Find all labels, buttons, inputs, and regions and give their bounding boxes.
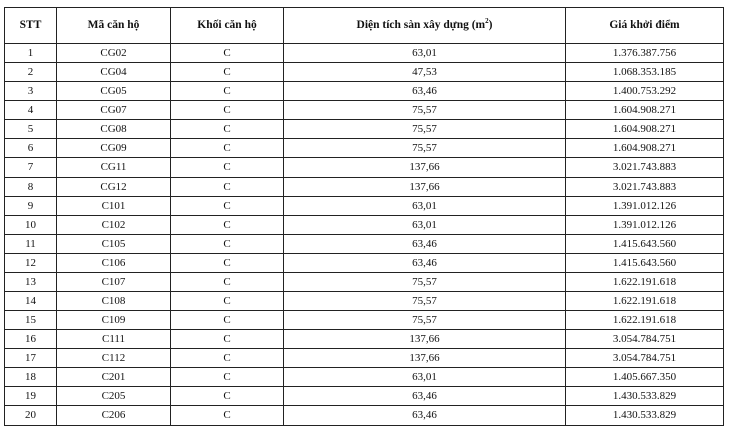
table-row: [5, 82, 724, 101]
cell-apartment-block: C: [171, 158, 284, 178]
cell-apartment-code: C107: [57, 273, 171, 292]
cell-starting-price: 1.391.012.126: [566, 216, 724, 235]
cell-floor-area: 63,46: [284, 254, 566, 273]
cell-apartment-code: C105: [57, 235, 171, 254]
cell-starting-price: 3.021.743.883: [566, 158, 724, 178]
cell-starting-price: 1.604.908.271: [566, 120, 724, 139]
cell-stt: 16: [5, 330, 57, 349]
table-row: [5, 254, 724, 273]
cell-floor-area: 63,46: [284, 235, 566, 254]
table-header: [5, 8, 724, 44]
cell-floor-area: 63,01: [284, 197, 566, 216]
header-starting-price: Giá khởi điểm: [566, 8, 724, 44]
apartment-price-table-container: [4, 7, 723, 426]
table-row: [5, 311, 724, 330]
cell-starting-price: 1.604.908.271: [566, 139, 724, 158]
cell-starting-price: 1.068.353.185: [566, 63, 724, 82]
cell-floor-area: 137,66: [284, 349, 566, 368]
cell-floor-area: 75,57: [284, 292, 566, 311]
cell-stt: 10: [5, 216, 57, 235]
cell-apartment-code: C112: [57, 349, 171, 368]
cell-starting-price: 1.622.191.618: [566, 292, 724, 311]
cell-floor-area: 137,66: [284, 158, 566, 178]
header-apartment-block: Khối căn hộ: [171, 8, 284, 44]
cell-floor-area: 75,57: [284, 101, 566, 120]
cell-floor-area: 75,57: [284, 139, 566, 158]
cell-apartment-block: C: [171, 44, 284, 63]
cell-apartment-code: C108: [57, 292, 171, 311]
cell-floor-area: 63,01: [284, 44, 566, 63]
cell-apartment-block: C: [171, 197, 284, 216]
header-floor-area-close: ): [488, 18, 493, 31]
cell-starting-price: 1.415.643.560: [566, 235, 724, 254]
cell-starting-price: 1.391.012.126: [566, 197, 724, 216]
header-stt: STT: [5, 8, 57, 44]
table-row: [5, 44, 724, 63]
cell-stt: 6: [5, 139, 57, 158]
cell-floor-area: 75,57: [284, 273, 566, 292]
header-floor-area-label: Diện tích sàn xây dựng (m: [356, 18, 486, 31]
cell-apartment-block: C: [171, 216, 284, 235]
cell-stt: 11: [5, 235, 57, 254]
cell-apartment-code: C111: [57, 330, 171, 349]
cell-apartment-code: CG12: [57, 178, 171, 197]
cell-apartment-code: CG04: [57, 63, 171, 82]
cell-stt: 18: [5, 368, 57, 387]
table-row: [5, 120, 724, 139]
table-body: [5, 44, 724, 426]
table-row: [5, 197, 724, 216]
cell-floor-area: 63,46: [284, 82, 566, 101]
cell-apartment-code: C201: [57, 368, 171, 387]
table-row: [5, 139, 724, 158]
cell-stt: 15: [5, 311, 57, 330]
cell-stt: 9: [5, 197, 57, 216]
cell-floor-area: 75,57: [284, 120, 566, 139]
table-row: [5, 216, 724, 235]
cell-starting-price: 1.415.643.560: [566, 254, 724, 273]
cell-apartment-block: C: [171, 254, 284, 273]
cell-stt: 2: [5, 63, 57, 82]
cell-stt: 4: [5, 101, 57, 120]
cell-stt: 20: [5, 406, 57, 426]
cell-floor-area: 63,46: [284, 387, 566, 406]
cell-apartment-block: C: [171, 82, 284, 101]
cell-floor-area: 63,46: [284, 406, 566, 426]
cell-apartment-code: CG05: [57, 82, 171, 101]
cell-apartment-code: C109: [57, 311, 171, 330]
cell-apartment-block: C: [171, 387, 284, 406]
cell-apartment-block: C: [171, 292, 284, 311]
table-row: [5, 101, 724, 120]
cell-starting-price: 3.021.743.883: [566, 178, 724, 197]
cell-apartment-code: CG09: [57, 139, 171, 158]
cell-starting-price: 3.054.784.751: [566, 330, 724, 349]
cell-starting-price: 1.376.387.756: [566, 44, 724, 63]
cell-stt: 14: [5, 292, 57, 311]
apartment-price-table: [4, 7, 724, 426]
cell-apartment-code: C206: [57, 406, 171, 426]
cell-apartment-code: CG07: [57, 101, 171, 120]
table-row: [5, 368, 724, 387]
table-row: [5, 63, 724, 82]
cell-stt: 3: [5, 82, 57, 101]
cell-floor-area: 137,66: [284, 330, 566, 349]
cell-floor-area: 137,66: [284, 178, 566, 197]
cell-apartment-block: C: [171, 63, 284, 82]
cell-stt: 8: [5, 178, 57, 197]
cell-apartment-code: CG11: [57, 158, 171, 178]
header-floor-area: [284, 8, 566, 44]
cell-starting-price: 1.405.667.350: [566, 368, 724, 387]
table-row: [5, 158, 724, 178]
cell-apartment-block: C: [171, 235, 284, 254]
cell-stt: 7: [5, 158, 57, 178]
cell-apartment-code: C106: [57, 254, 171, 273]
cell-apartment-code: CG08: [57, 120, 171, 139]
cell-stt: 5: [5, 120, 57, 139]
table-row: [5, 330, 724, 349]
cell-apartment-block: C: [171, 273, 284, 292]
cell-floor-area: 63,01: [284, 216, 566, 235]
table-row: [5, 235, 724, 254]
cell-apartment-block: C: [171, 330, 284, 349]
cell-stt: 13: [5, 273, 57, 292]
cell-starting-price: 1.400.753.292: [566, 82, 724, 101]
cell-starting-price: 1.622.191.618: [566, 311, 724, 330]
cell-apartment-block: C: [171, 311, 284, 330]
header-apartment-code: Mã căn hộ: [57, 8, 171, 44]
table-row: [5, 178, 724, 197]
table-row: [5, 406, 724, 426]
header-row: [5, 8, 724, 44]
cell-apartment-block: C: [171, 120, 284, 139]
cell-apartment-code: C102: [57, 216, 171, 235]
table-row: [5, 349, 724, 368]
cell-floor-area: 63,01: [284, 368, 566, 387]
cell-apartment-block: C: [171, 139, 284, 158]
cell-floor-area: 75,57: [284, 311, 566, 330]
cell-stt: 1: [5, 44, 57, 63]
cell-stt: 17: [5, 349, 57, 368]
cell-starting-price: 3.054.784.751: [566, 349, 724, 368]
cell-apartment-code: C101: [57, 197, 171, 216]
cell-apartment-block: C: [171, 368, 284, 387]
cell-apartment-code: C205: [57, 387, 171, 406]
table-row: [5, 292, 724, 311]
cell-stt: 19: [5, 387, 57, 406]
cell-starting-price: 1.430.533.829: [566, 387, 724, 406]
cell-starting-price: 1.622.191.618: [566, 273, 724, 292]
cell-stt: 12: [5, 254, 57, 273]
table-row: [5, 387, 724, 406]
cell-apartment-block: C: [171, 349, 284, 368]
header-floor-area-superscript: 2: [485, 16, 489, 25]
cell-apartment-block: C: [171, 178, 284, 197]
cell-floor-area: 47,53: [284, 63, 566, 82]
cell-starting-price: 1.430.533.829: [566, 406, 724, 426]
cell-apartment-block: C: [171, 406, 284, 426]
cell-apartment-block: C: [171, 101, 284, 120]
cell-apartment-code: CG02: [57, 44, 171, 63]
cell-starting-price: 1.604.908.271: [566, 101, 724, 120]
table-row: [5, 273, 724, 292]
